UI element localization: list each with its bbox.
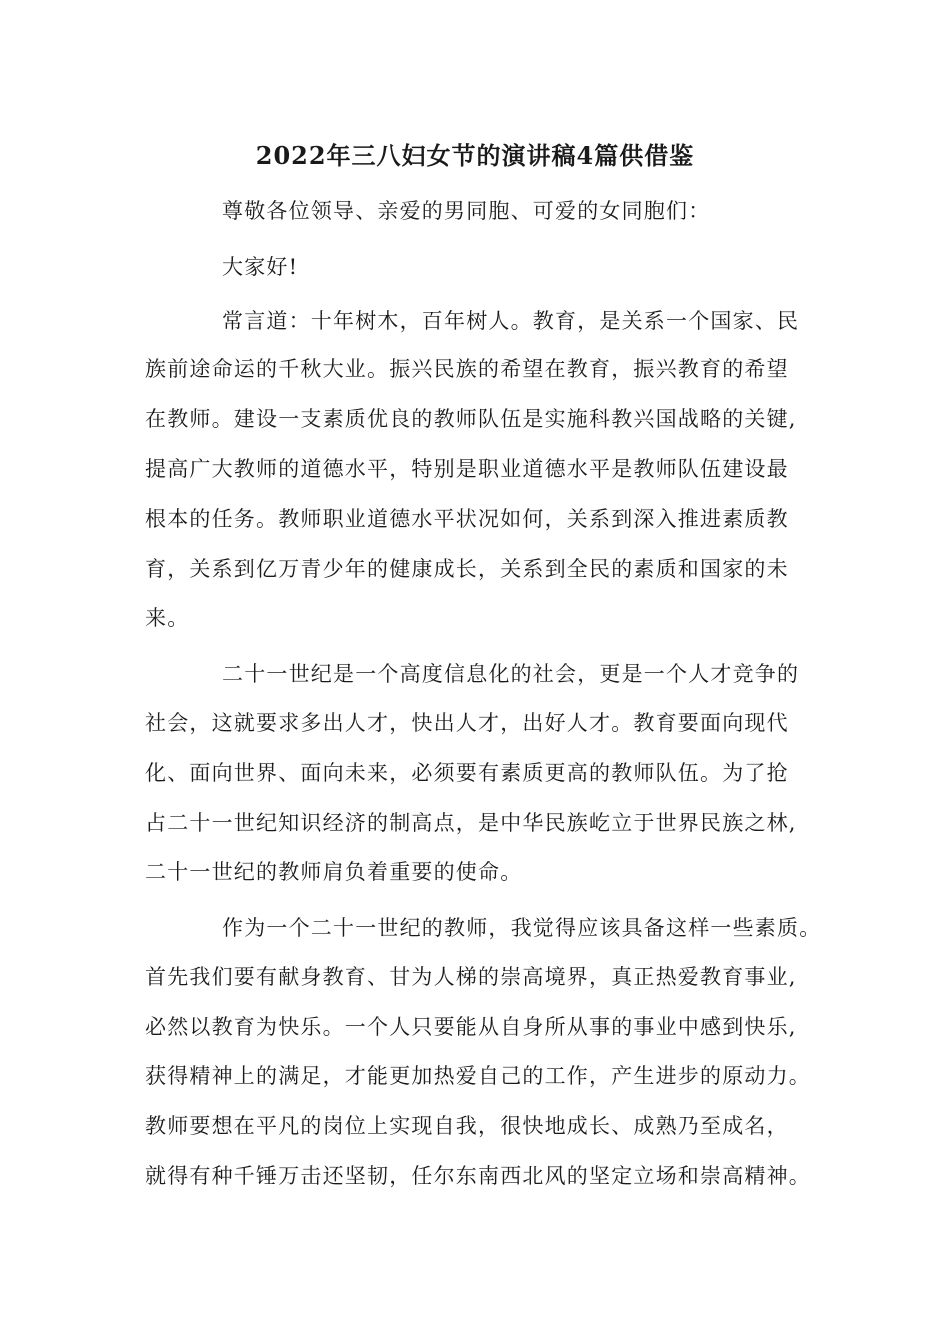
greeting-line: 尊敬各位领导、亲爱的男同胞、可爱的女同胞们： [222, 199, 711, 223]
paragraph-2-line-2: 社会，这就要求多出人才，快出人才，出好人才。教育要面向现代 [145, 711, 789, 735]
document-title: 2022年三八妇女节的演讲稿4篇供借鉴 [255, 141, 695, 170]
paragraph-2-line-4: 占二十一世纪知识经济的制高点，是中华民族屹立于世界民族之林, [145, 811, 797, 835]
paragraph-3-line-3: 必然以教育为快乐。一个人只要能从自身所从事的事业中感到快乐, [145, 1015, 797, 1039]
paragraph-3-line-2: 首先我们要有献身教育、甘为人梯的崇高境界，真正热爱教育事业, [145, 965, 797, 989]
paragraph-1-line-2: 族前途命运的千秋大业。振兴民族的希望在教育，振兴教育的希望 [145, 357, 789, 381]
salutation-line: 大家好! [222, 255, 299, 279]
paragraph-2-line-3: 化、面向世界、面向未来，必须要有素质更高的教师队伍。为了抢 [145, 761, 789, 785]
paragraph-2-line-1: 二十一世纪是一个高度信息化的社会，更是一个人才竞争的 [222, 662, 800, 686]
paragraph-1-line-3: 在教师。建设一支素质优良的教师队伍是实施科教兴国战略的关键, [145, 407, 797, 431]
paragraph-1-line-7: 来。 [145, 606, 190, 630]
paragraph-1-line-1: 常言道：十年树木，百年树人。教育，是关系一个国家、民 [222, 309, 800, 333]
paragraph-1-line-4: 提高广大教师的道德水平，特别是职业道德水平是教师队伍建设最 [145, 457, 789, 481]
paragraph-1-line-5: 根本的任务。教师职业道德水平状况如何，关系到深入推进素质教 [145, 507, 789, 531]
paragraph-1-line-6: 育，关系到亿万青少年的健康成长，关系到全民的素质和国家的未 [145, 557, 789, 581]
paragraph-3-line-5: 教师要想在平凡的岗位上实现自我，很快地成长、成熟乃至成名， [145, 1114, 789, 1138]
paragraph-3-line-4: 获得精神上的满足，才能更加热爱自己的工作，产生进步的原动力。 [145, 1064, 811, 1088]
paragraph-3-line-6: 就得有种千锤万击还坚韧，任尔东南西北风的坚定立场和崇高精神。 [145, 1164, 811, 1188]
paragraph-3-line-1: 作为一个二十一世纪的教师，我觉得应该具备这样一些素质。 [222, 916, 822, 940]
paragraph-2-line-5: 二十一世纪的教师肩负着重要的使命。 [145, 860, 523, 884]
